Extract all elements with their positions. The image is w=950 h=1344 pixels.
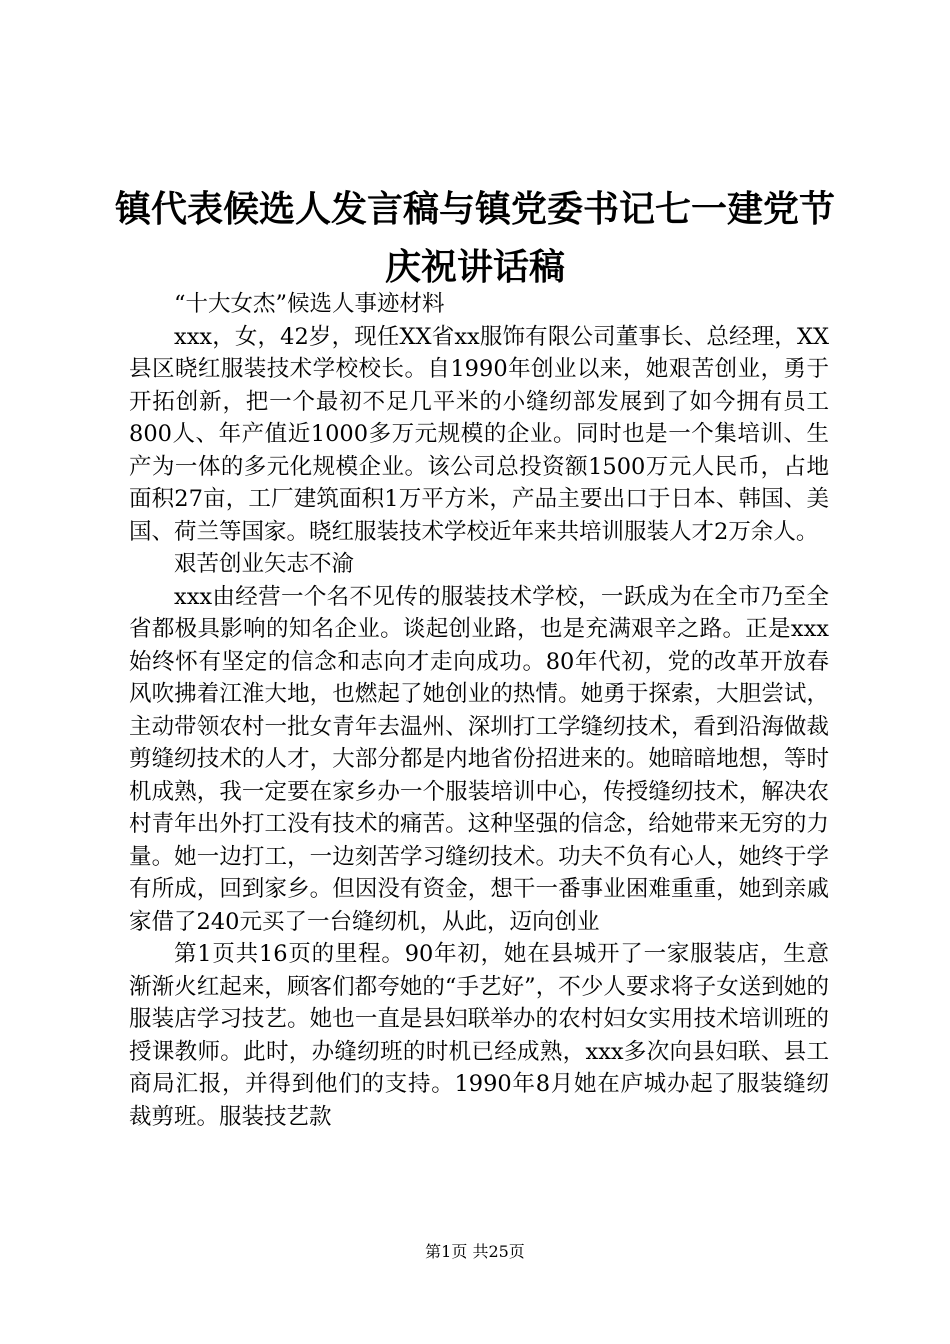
- intro-paragraph: xxx，女，42岁，现任XX省xx服饰有限公司董事长、总经理，XX县区晓红服装技术学校校长。自1990年创业以来，她艰苦创业，勇于开拓创新，把一个最初不足几平米的小缝纫部发展到了如今拥有员工800人、年产值近1000多万元规模的企业。同时也是一个集培训、生产为一体的多元化规模企业。该公司总投资额1500万元人民币，占地面积27亩，工厂建筑面积1万平方米，产品主要出口于日本、韩国、美国、荷兰等国家。晓红服装技术学校近年来共培训服装人才2万余人。: [129, 323, 829, 545]
- subtitle-paragraph: “十大女杰”候选人事迹材料: [174, 291, 445, 317]
- document-title-line-2: 庆祝讲话稿: [384, 247, 565, 288]
- continuation-paragraph: 第1页共16页的里程。90年初，她在县城开了一家服装店，生意渐渐火红起来，顾客们都夸她的“手艺好”，不少人要求将子女送到她的服装店学习技艺。她也一直是县妇联举办的农村妇女实用技术培训班的授课教师。此时，办缝纫班的时机已经成熟，xxx多次向县妇联、县工商局汇报，并得到他们的支持。1990年8月她在庐城办起了服装缝纫裁剪班。服装技艺款: [129, 941, 829, 1130]
- document-body: [129, 288, 829, 1133]
- story-paragraph: xxx由经营一个名不见传的服装技术学校，一跃成为在全市乃至全省都极具影响的知名企业。谈起创业路，也是充满艰辛之路。正是xxx始终怀有坚定的信念和志向才走向成功。80年代初，党的改革开放春风吹拂着江淮大地，也燃起了她创业的热情。她勇于探索，大胆尝试，主动带领农村一批女青年去温州、深圳打工学缝纫技术，看到沿海做裁剪缝纫技术的人才，大部分都是内地省份招进来的。她暗暗地想，等时机成熟，我一定要在家乡办一个服装培训中心，传授缝纫技术，解决农村青年出外打工没有技术的痛苦。这种坚强的信念，给她带来无穷的力量。她一边打工，一边刻苦学习缝纫技术。功夫不负有心人，她终于学有所成，回到家乡。但因没有资金，想干一番事业困难重重，她到亲戚家借了240元买了一台缝纫机，从此，迈向创业: [129, 583, 829, 935]
- section-heading: 艰苦创业矢志不渝: [174, 551, 355, 577]
- document-title-line-1: 镇代表候选人发言稿与镇党委书记七一建党节: [114, 189, 835, 230]
- page-footer: 第1页 共25页: [425, 1242, 525, 1261]
